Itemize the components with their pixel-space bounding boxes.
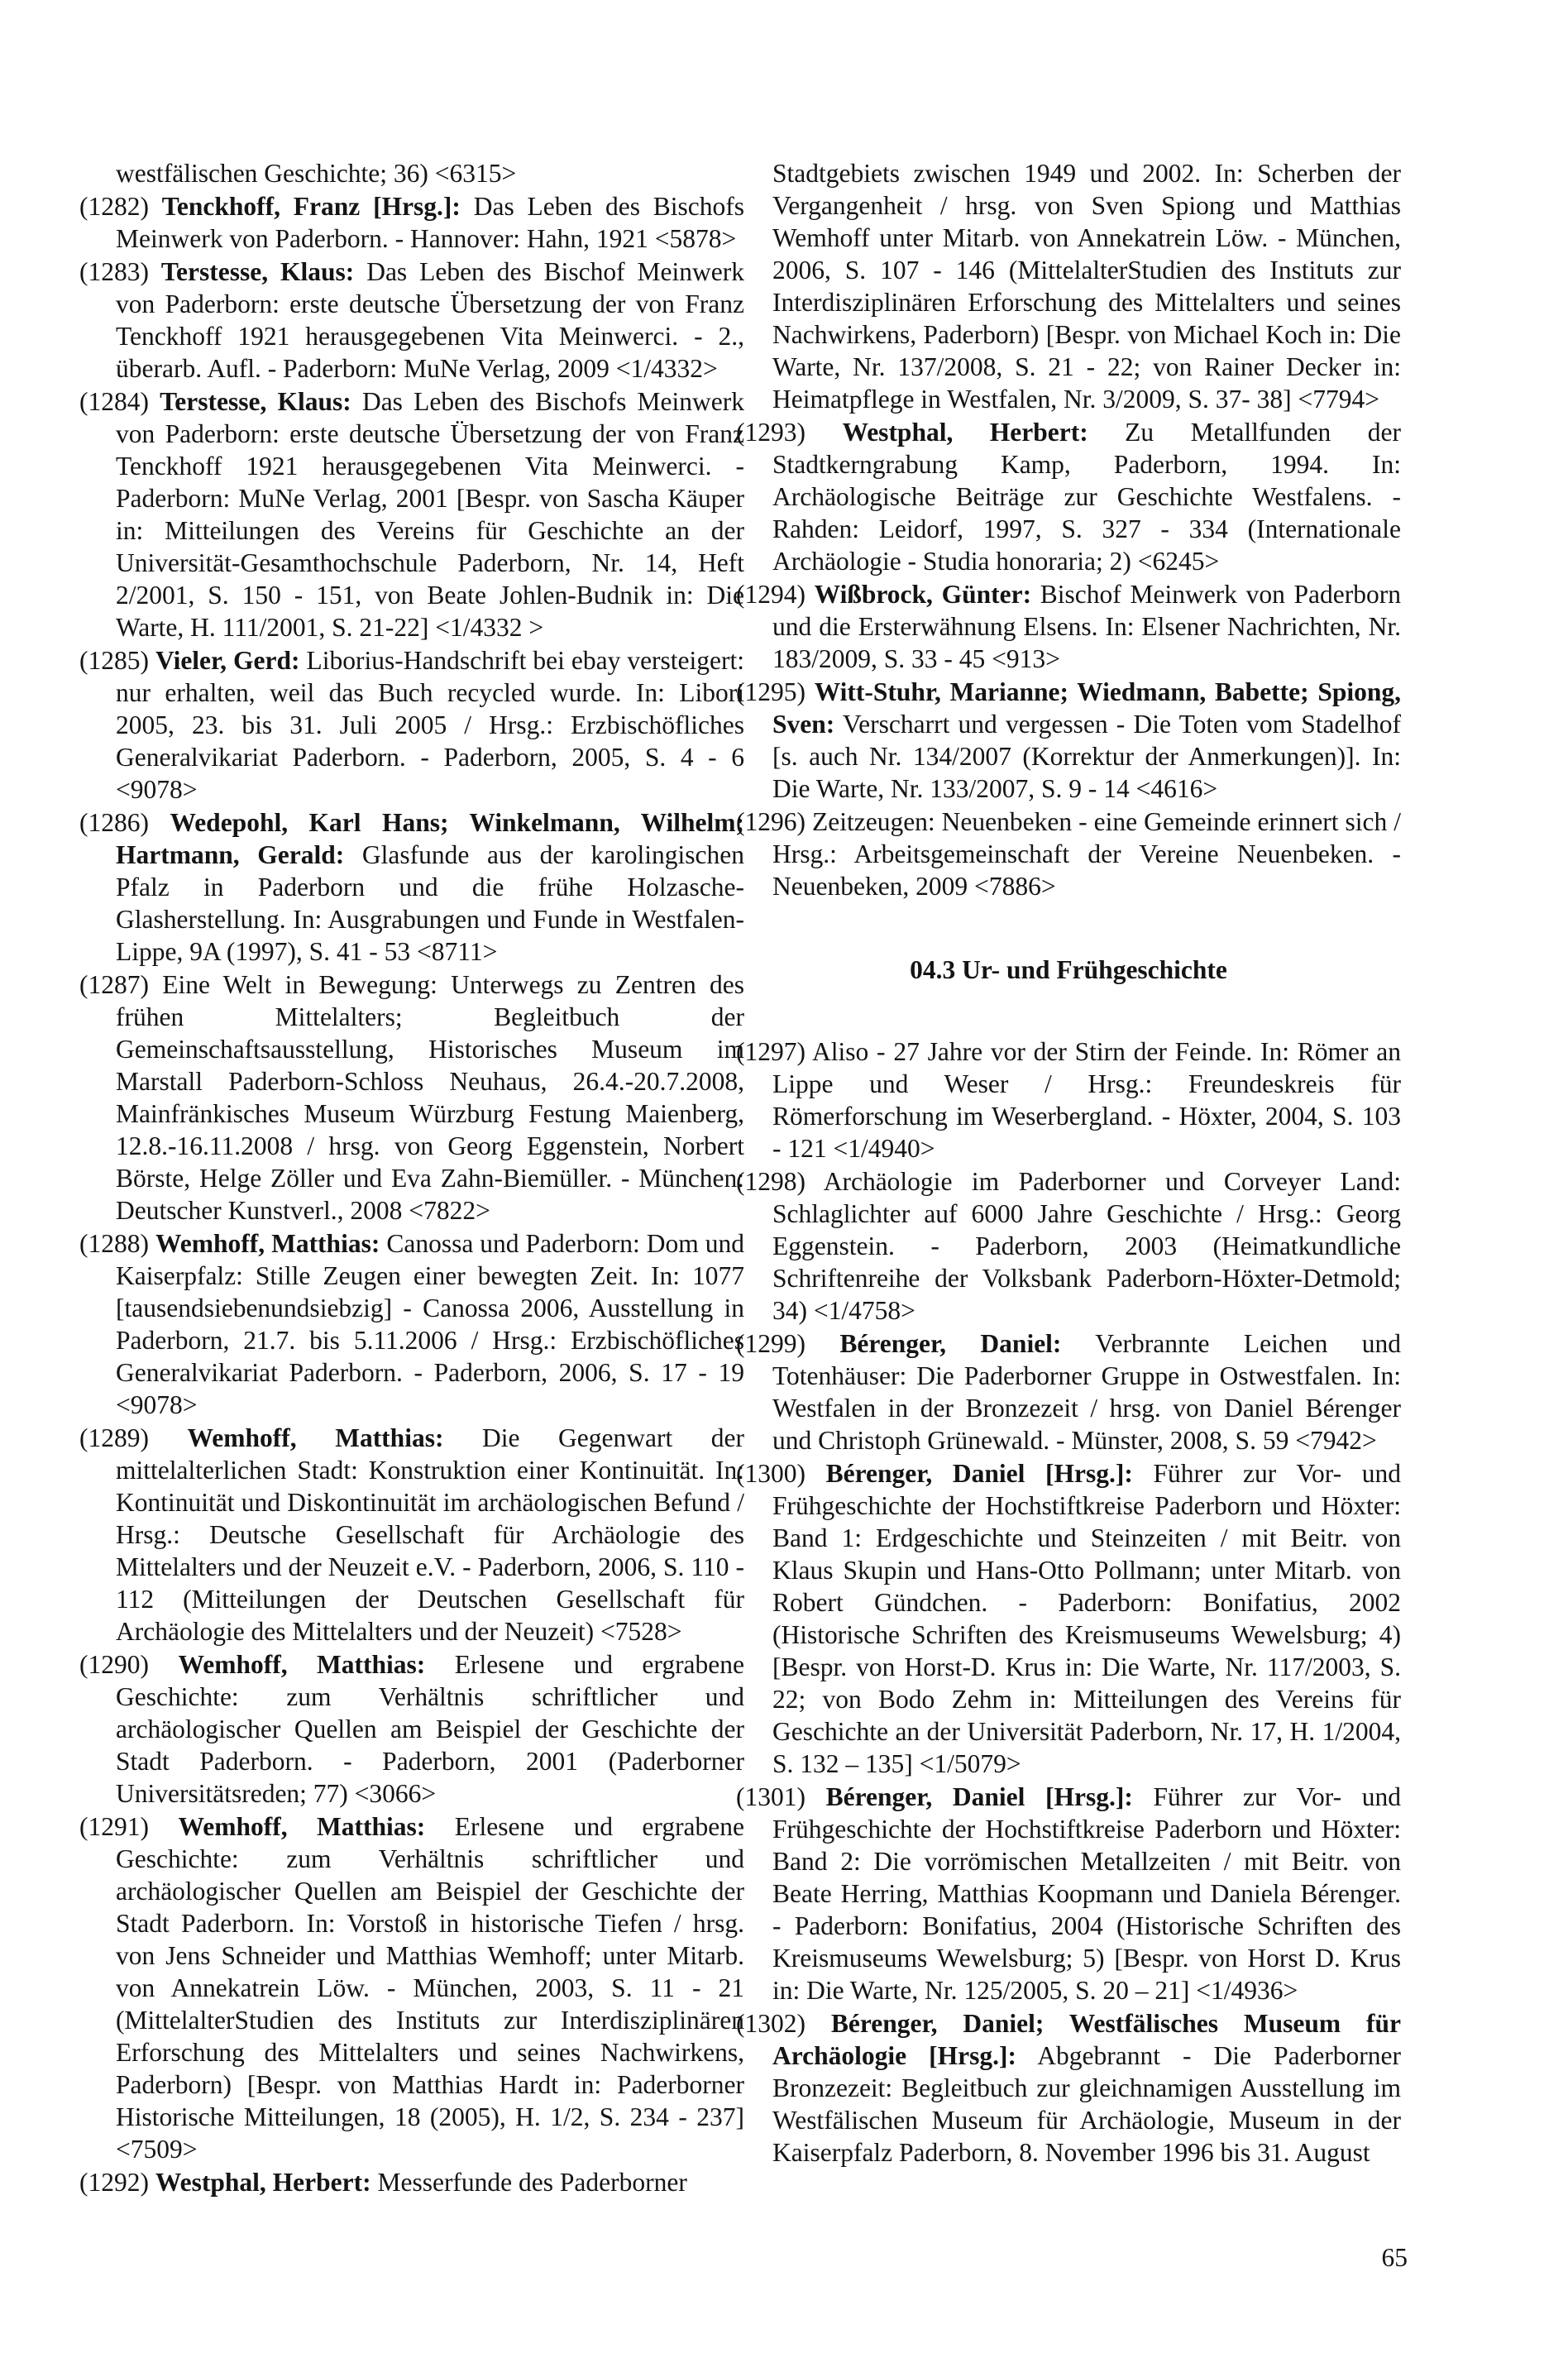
entry-author: Wemhoff, Matthias: [178,1812,426,1841]
entry-number: (1296) [736,807,812,836]
entry-number: (1289) [79,1423,188,1452]
entry-text: Erlesene und ergrabene Geschichte: zum Verhältnis schriftlicher und archäologischer Quellen am Beispiel der Geschichte der Stadt Paderborn. - Paderborn, 2001 (Paderborner Universitätsreden; 77) <3066> [116,1650,745,1808]
entry-text: Abgebrannt - Die Paderborner Bronzezeit: Begleitbuch zur gleichnamigen Ausstellung im Westfälischen Museum für Archäologie, Museum in der Kaiserpfalz Paderborn, 8. November 1996 bis 31. August [772,2041,1401,2167]
entry-number: (1294) [736,580,815,609]
entry-author: Westphal, Herbert: [155,2168,371,2197]
entry-number: (1288) [79,1229,155,1258]
bibliography-entry [736,1165,1401,1327]
entry-number: (1300) [736,1459,826,1488]
entry-text: Verscharrt und vergessen - Die Toten vom Stadelhof [s. auch Nr. 134/2007 (Korrektur der Anmerkungen)]. In: Die Warte, Nr. 133/2007, S. 9 - 14 <4616> [772,710,1401,803]
entry-text: Führer zur Vor- und Frühgeschichte der Hochstiftkreise Paderborn und Höxter: Band 2: Die vorrömischen Metallzeiten / mit Beitr. von Beate Herring, Matthias Koopmann und Daniela Bérenger. - Paderborn: Bonifatius, 2004 (Historische Schriften des Kreismuseums Wewelsburg; 5) [Bespr. von Horst D. Krus in: Die Warte, Nr. 125/2005, S. 20 – 21] <1/4936> [772,1782,1401,2005]
entry-number: (1292) [79,2168,155,2197]
entry-number: (1301) [736,1782,826,1811]
entry-number: (1285) [79,646,155,675]
entry-author: Wemhoff, Matthias: [178,1650,426,1679]
entry-number: (1290) [79,1650,179,1679]
bibliography-entry [736,1781,1401,2006]
entry-number: (1291) [79,1812,179,1841]
page-number: 65 [1381,2243,1408,2272]
section-heading: 04.3 Ur- und Frühgeschichte [910,955,1227,984]
entry-number: (1282) [79,192,162,221]
entry-text: Aliso - 27 Jahre vor der Stirn der Feinde. In: Römer an Lippe und Weser / Hrsg.: Freundeskreis für Römerforschung im Weserbergland. - Höxter, 2004, S. 103 - 121 <1/4940> [772,1037,1401,1163]
entry-number: (1298) [736,1167,824,1196]
bibliography-entry [736,578,1401,675]
entry-number: (1286) [79,808,170,837]
entry-author: Bérenger, Daniel [Hrsg.]: [825,1459,1133,1488]
left-column [79,157,744,2199]
bibliography-entry [736,416,1401,577]
entry-text: Das Leben des Bischofs Meinwerk von Paderborn. - Hannover: Hahn, 1921 <5878> [116,192,745,253]
entry-author: Wemhoff, Matthias: [155,1229,380,1258]
entry-text: Zeitzeugen: Neuenbeken - eine Gemeinde erinnert sich / Hrsg.: Arbeitsgemeinschaft der Vereine Neuenbeken. - Neuenbeken, 2009 <7886> [772,807,1402,901]
bibliography-entry [736,2007,1401,2169]
entry-text: Das Leben des Bischof Meinwerk von Paderborn: erste deutsche Übersetzung der von Franz Tenckhoff 1921 herausgegebenen Vita Meinwerci. - 2., überarb. Aufl. - Paderborn: MuNe Verlag, 2009 <1/4332> [116,257,744,383]
bibliography-entry [79,256,744,385]
entry-author: Bérenger, Daniel: [839,1329,1062,1358]
continuation-text: westfälischen Geschichte; 36) <6315> [116,159,517,188]
entry-text: Canossa und Paderborn: Dom und Kaiserpfalz: Stille Zeugen einer bewegten Zeit. In: 1077 [tausendsiebenundsiebzig] - Canossa 2006, Ausstellung in Paderborn, 21.7. bis 5.11.2006 / Hrsg.: Erzbischöfliches Generalvikariat Paderborn. - Paderborn, 2006, S. 17 - 19 <9078> [116,1229,745,1419]
bibliography-entry [79,1648,744,1810]
entry-author: Westphal, Herbert: [842,418,1088,447]
bibliography-entry [79,190,744,255]
entry-number: (1293) [736,418,843,447]
entry-number: (1283) [79,257,161,286]
bibliography-entry [736,1035,1401,1165]
entry-author: Vieler, Gerd: [155,646,300,675]
entry-text: Bischof Meinwerk von Paderborn und die Ersterwähnung Elsens. In: Elsener Nachrichten, Nr. 183/2009, S. 33 - 45 <913> [772,580,1401,673]
entry-text: Führer zur Vor- und Frühgeschichte der Hochstiftkreise Paderborn und Höxter: Band 1: Erdgeschichte und Steinzeiten / mit Beitr. von Klaus Skupin und Hans-Otto Pollmann; unter Mitarb. von Robert Gündchen. - Paderborn: Bonifatius, 2002 (Historische Schriften des Kreismuseums Wewelsburg; 4) [Bespr. von Horst-D. Krus in: Die Warte, Nr. 117/2003, S. 22; von Bodo Zehm in: Mitteilungen des Vereins für Geschichte an der Universität Paderborn, Nr. 17, H. 1/2004, S. 132 – 135] <1/5079> [772,1459,1401,1778]
bibliography-entry [736,1327,1401,1456]
entry-author: Wißbrock, Günter: [814,580,1032,609]
entry-text: Messerfunde des Paderborner [370,2168,687,2197]
entry-text: Verbrannte Leichen und Totenhäuser: Die Paderborner Gruppe in Ostwestfalen. In: Westfalen in der Bronzezeit / hrsg. von Daniel Bérenger und Christoph Grünewald. - Münster, 2008, S. 59 <7942> [772,1329,1401,1455]
entry-number: (1297) [736,1037,813,1066]
bibliography-entry [79,1422,744,1648]
entry-number: (1284) [79,387,160,416]
entry-author: Bérenger, Daniel [Hrsg.]: [825,1782,1133,1811]
bibliography-entry [736,806,1401,902]
entry-author: Witt-Stuhr, Marianne; Wiedmann, Babette; Spiong, Sven: [772,677,1402,739]
entry-number: (1302) [736,2009,831,2038]
bibliography-entry [79,1810,744,2165]
entry-text: Erlesene und ergrabene Geschichte: zum Verhältnis schriftlicher und archäologischer Quellen am Beispiel der Geschichte der Stadt Paderborn. In: Vorstoß in historische Tiefen / hrsg. von Jens Schneider und Matthias Wemhoff; unter Mitarb. von Annekatrein Löw. - München, 2003, S. 11 - 21 (MittelalterStudien des Instituts zur Interdisziplinären Erforschung des Mittelalters und seines Nachwirkens, Paderborn) [Bespr. von Matthias Hardt in: Paderborner Historische Mitteilungen, 18 (2005), H. 1/2, S. 234 - 237] <7509> [116,1812,745,2164]
bibliography-entry [79,806,744,968]
bibliography-entry [736,1457,1401,1780]
entry-text: Die Gegenwart der mittelalterlichen Stadt: Konstruktion einer Kontinuität. In: Kontinuität und Diskontinuität im archäologischen Befund / Hrsg.: Deutsche Gesellschaft für Archäologie des Mittelalters und der Neuzeit e.V. - Paderborn, 2006, S. 110 - 112 (Mitteilungen der Deutschen Gesellschaft für Archäologie des Mittelalters und der Neuzeit) <7528> [116,1423,745,1646]
bibliography-entry [79,644,744,806]
entry-author: Wedepohl, Karl Hans; Winkelmann, Wilhelm; Hartmann, Gerald: [116,808,745,869]
bibliography-entry [79,385,744,643]
entry-number: (1287) [79,970,163,999]
entry-number: (1295) [736,677,815,706]
entry-text: Archäologie im Paderborner und Corveyer Land: Schlaglichter auf 6000 Jahre Geschichte / Hrsg.: Georg Eggenstein. - Paderborn, 2003 (Heimatkundliche Schriftenreihe der Volksbank Paderborn-Höxter-Detmold; 34) <1/4758> [772,1167,1401,1325]
bibliography-entry [79,1227,744,1421]
bibliography-entry [736,676,1401,805]
entry-number: (1299) [736,1329,840,1358]
entry-author: Tenckhoff, Franz [Hrsg.]: [161,192,461,221]
entry-author: Terstesse, Klaus: [160,257,355,286]
bibliography-entry [79,968,744,1227]
entry-author: Terstesse, Klaus: [160,387,351,416]
entry-text: Liborius-Handschrift bei ebay versteigert: nur erhalten, weil das Buch recycled wurde. In: Libori 2005, 23. bis 31. Juli 2005 / Hrsg.: Erzbischöfliches Generalvikariat Paderborn. - Paderborn, 2005, S. 4 - 6 <9078> [116,646,745,804]
entry-text: Eine Welt in Bewegung: Unterwegs zu Zentren des frühen Mittelalters; Begleitbuch der Gemeinschaftsausstellung, Historisches Museum im Marstall Paderborn-Schloss Neuhaus, 26.4.-20.7.2008, Mainfränkisches Museum Würzburg Festung Maienberg, 12.8.-16.11.2008 / hrsg. von Georg Eggenstein, Norbert Börste, Helge Zöller und Eva Zahn-Biemüller. - München: Deutscher Kunstverl., 2008 <7822> [116,970,745,1225]
entry-author: Wemhoff, Matthias: [187,1423,444,1452]
entry-author: Bérenger, Daniel; Westfälisches Museum für Archäologie [Hrsg.]: [772,2009,1401,2070]
right-column [736,157,1401,2169]
entry-text: Das Leben des Bischofs Meinwerk von Paderborn: erste deutsche Übersetzung der von Franz Tenckhoff 1921 herausgegebenen Vita Meinwerci. - Paderborn: MuNe Verlag, 2001 [Bespr. von Sascha Käuper in: Mitteilungen des Vereins für Geschichte an der Universität-Gesamthochschule Paderborn, Nr. 14, Heft 2/2001, S. 150 - 151, von Beate Johlen-Budnik in: Die Warte, H. 111/2001, S. 21-22] <1/4332 > [116,387,744,642]
entry-text: Zu Metallfunden der Stadtkerngrabung Kamp, Paderborn, 1994. In: Archäologische Beiträge zur Geschichte Westfalens. - Rahden: Leidorf, 1997, S. 327 - 334 (Internationale Archäologie - Studia honoraria; 2) <6245> [772,418,1401,576]
continuation-text: Stadtgebiets zwischen 1949 und 2002. In: Scherben der Vergangenheit / hrsg. von Sven Spiong und Matthias Wemhoff unter Mitarb. von Annekatrein Löw. - München, 2006, S. 107 - 146 (MittelalterStudien des Instituts zur Interdisziplinären Erforschung des Mittelalters und seines Nachwirkens, Paderborn) [Bespr. von Michael Koch in: Die Warte, Nr. 137/2008, S. 21 - 22; von Rainer Decker in: Heimatpflege in Westfalen, Nr. 3/2009, S. 37- 38] <7794> [772,159,1401,414]
bibliography-entry [79,2166,744,2198]
entry-text: Glasfunde aus der karolingischen Pfalz in Paderborn und die frühe Holzasche-Glasherstellung. In: Ausgrabungen und Funde in Westfalen-Lippe, 9A (1997), S. 41 - 53 <8711> [116,840,744,966]
